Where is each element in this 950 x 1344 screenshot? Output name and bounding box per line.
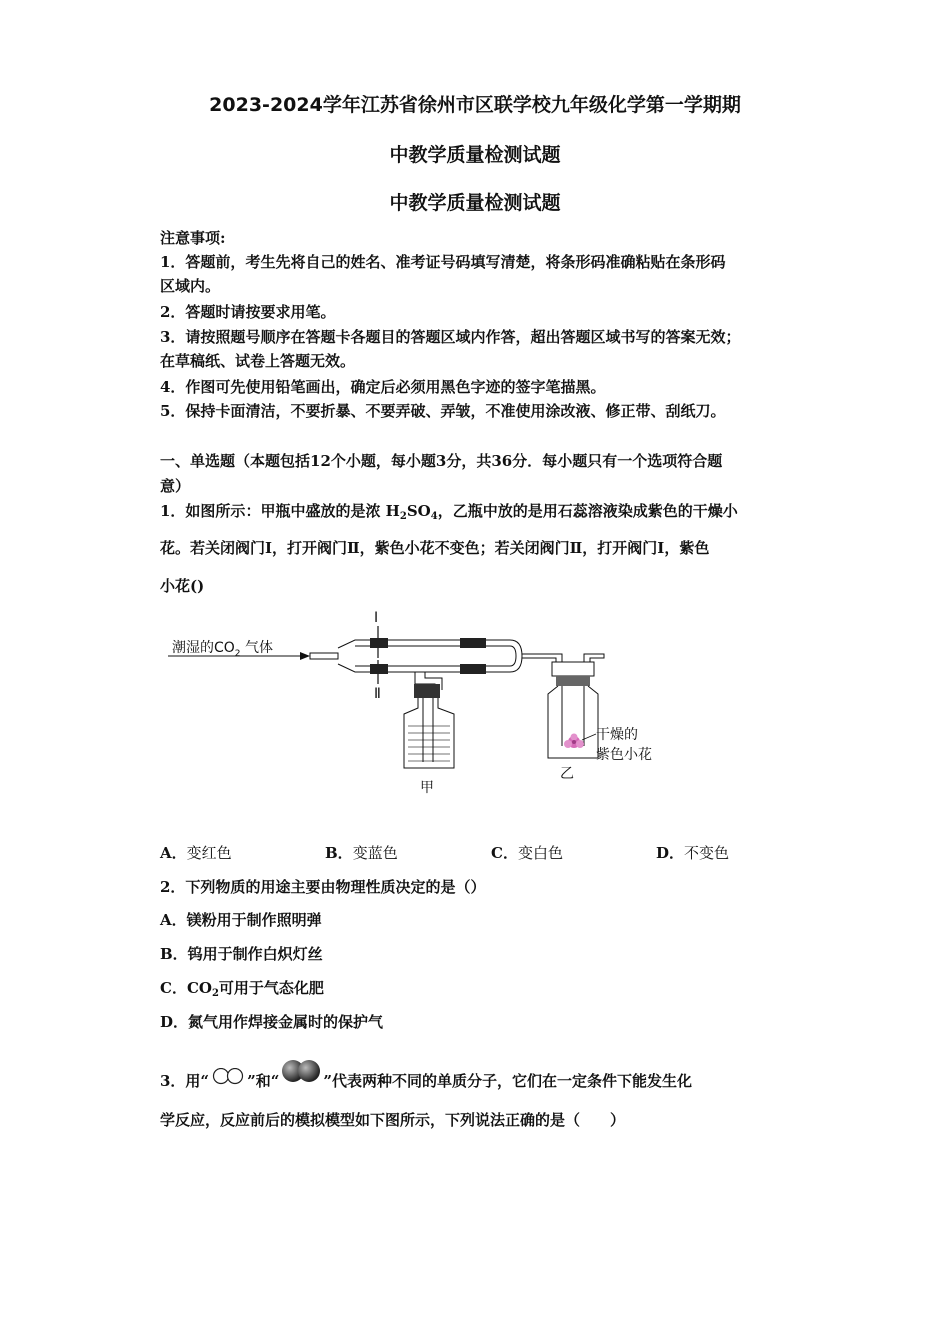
flask-a-label: 甲 [420,780,434,796]
q1-stem-line-2: 花。若关闭阀门Ⅰ，打开阀门Ⅱ，紫色小花不变色；若关闭阀门Ⅱ，打开阀门Ⅰ，紫色 [160,539,710,557]
note-3b: 在草稿纸、试卷上答题无效。 [160,352,356,370]
q1-stem-line-3: 小花() [160,577,205,595]
valve-2 [370,664,388,674]
q2-option-d: D．氮气用作焊接金属时的保护气 [160,1013,384,1031]
title-line-3: 中教学质量检测试题 [389,192,561,214]
note-1b: 区域内。 [160,277,221,295]
q1-stem-line-1: 1．如图所示：甲瓶中盛放的是浓 $H_2SO_4$，乙瓶中放的是用石蕊溶液染成紫色的干燥小 [160,502,738,522]
q2-option-a: A．镁粉用于制作照明弹 [160,911,322,929]
q1-option-d: D．不变色 [656,844,730,862]
valve-2-label: Ⅱ [374,686,381,702]
section-heading-line-2: 意） [160,477,191,495]
notes-heading: 注意事项: [160,229,226,247]
section-heading-line-1: 一、单选题（本题包括12个小题，每小题3分，共36分．每小题只有一个选项符合题 [160,452,723,470]
q1-apparatus-figure [160,600,680,800]
note-1a: 1．答题前，考生先将自己的姓名、准考证号码填写清楚，将条形码准确粘贴在条形码 [160,253,726,271]
q2-option-c: C．$CO_2$可用于气态化肥 [160,979,324,999]
valve-1-label: Ⅰ [374,610,379,626]
q3-stem-line-1: 3．用“ ”和“ ”代表两种不同的单质分子，它们在一定条件下能发生化 [160,1058,692,1091]
flower-label-2: 紫色小花 [596,747,652,763]
q2-option-b: B．钨用于制作白炽灯丝 [160,945,323,963]
note-4: 4．作图可先使用铅笔画出，确定后必须用黑色字迹的签字笔描黑。 [160,378,606,396]
flask-a-stopper [414,684,440,698]
q1-option-a: A．变红色 [160,844,232,862]
title-line-2: 中教学质量检测试题 [389,144,561,166]
flask-b-stopper [552,662,594,676]
note-3a: 3．请按照题号顺序在答题卡各题目的答题区域内作答，超出答题区域书写的答案无效； [160,328,741,346]
flask-b-label: 乙 [560,766,574,782]
q1-option-c: C．变白色 [491,844,563,862]
q1-option-b: B．变蓝色 [325,844,398,862]
valve-1 [370,638,388,648]
note-2: 2．答题时请按要求用笔。 [160,303,336,321]
solid-molecule-icon [279,1058,323,1084]
q2-stem: 2．下列物质的用途主要由物理性质决定的是（） [160,878,486,896]
flower-label-1: 干燥的 [596,727,638,743]
title-line-1: 2023-2024学年江苏省徐州市区联学校九年级化学第一学期期 [209,94,741,116]
q3-stem-line-2: 学反应，反应前后的模拟模型如下图所示，下列说法正确的是（ ） [160,1111,626,1129]
gas-label: 潮湿的$CO_2$ 气体 [172,640,273,659]
gas-arrow-head [300,652,310,660]
note-5: 5．保持卡面清洁，不要折暴、不要弄破、弄皱，不准使用涂改液、修正带、刮纸刀。 [160,402,726,420]
hollow-molecule-icon [209,1068,247,1088]
